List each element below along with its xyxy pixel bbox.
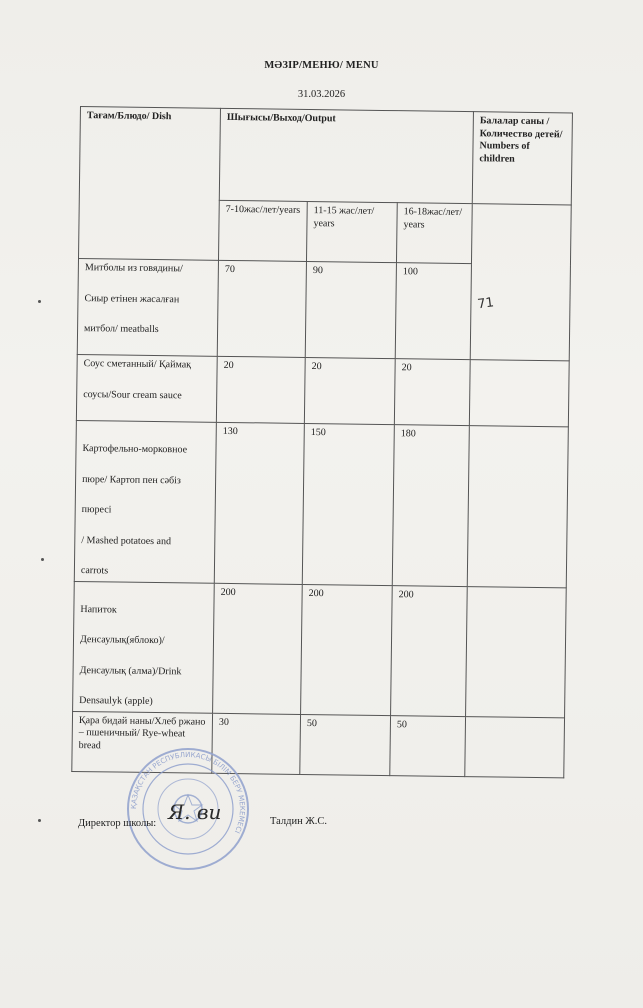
scan-speck (41, 558, 44, 561)
director-label: Директор школы: (78, 818, 157, 829)
value-16-18: 200 (391, 585, 468, 716)
scan-speck (38, 819, 41, 822)
table-row (73, 581, 567, 717)
header-output: Шығысы/Выход/Output (219, 108, 473, 203)
menu-table (71, 106, 573, 778)
value-11-15: 50 (300, 714, 391, 775)
value-7-10: 200 (213, 583, 303, 714)
value-11-15: 90 (305, 261, 396, 358)
dish-name: Қара бидай наны/Хлеб ржано – пшеничный/ Rye-wheat bread (72, 711, 213, 773)
header-dish: Тағам/Блюдо/ Dish (79, 107, 221, 261)
dish-name: Картофельно-морковное пюре/ Картоп пен сәбіз пюресі / Mashed potatoes and carrots (74, 420, 216, 582)
value-11-15: 200 (301, 584, 393, 715)
director-name: Талдин Ж.С. (270, 816, 328, 827)
stamp-text: ҚАЗАҚСТАН РЕСПУБЛИКАСЫ БІЛІМ БЕРУ МЕКЕМЕСІ (129, 750, 247, 835)
scan-speck (38, 300, 41, 303)
dish-name: Митболы из говядины/ Сиыр етінен жасалған митбол/ meatballs (77, 258, 218, 356)
value-16-18: 20 (394, 359, 470, 426)
dish-name: Напиток Денсаулық(яблоко)/ Денсаулық (алма)/Drink Densaulyk (apple) (73, 581, 215, 713)
table-row (74, 420, 568, 587)
value-7-10: 70 (217, 260, 306, 357)
age-group-11-15: 11-15 жас/лет/ years (306, 201, 397, 262)
age-group-7-10: 7-10жас/лет/years (218, 200, 307, 261)
value-16-18: 100 (395, 263, 471, 360)
signature-row (78, 800, 498, 844)
value-16-18: 50 (390, 715, 466, 776)
menu-table-container (71, 106, 572, 777)
document-title: МӘЗІР/МЕНЮ/ MENU (264, 60, 379, 71)
header-children: Балалар саны /Количество детей/ Numbers of children (472, 112, 572, 205)
age-group-16-18: 16-18жас/лет/ years (396, 203, 472, 264)
value-16-18: 180 (392, 425, 469, 586)
value-11-15: 20 (304, 357, 395, 424)
document-date: 31.03.2026 (297, 89, 346, 100)
value-7-10: 130 (214, 422, 304, 584)
value-7-10: 30 (212, 713, 301, 774)
dish-name: Соус сметанный/ Қаймақ соусы/Sour cream sauce (76, 354, 217, 422)
children-count-mark: 71 (476, 295, 495, 313)
children-count-cell (470, 204, 571, 361)
value-7-10: 20 (216, 356, 305, 423)
table-row (76, 354, 569, 426)
value-11-15: 150 (302, 423, 394, 585)
director-signature: Я. ви (168, 800, 222, 824)
